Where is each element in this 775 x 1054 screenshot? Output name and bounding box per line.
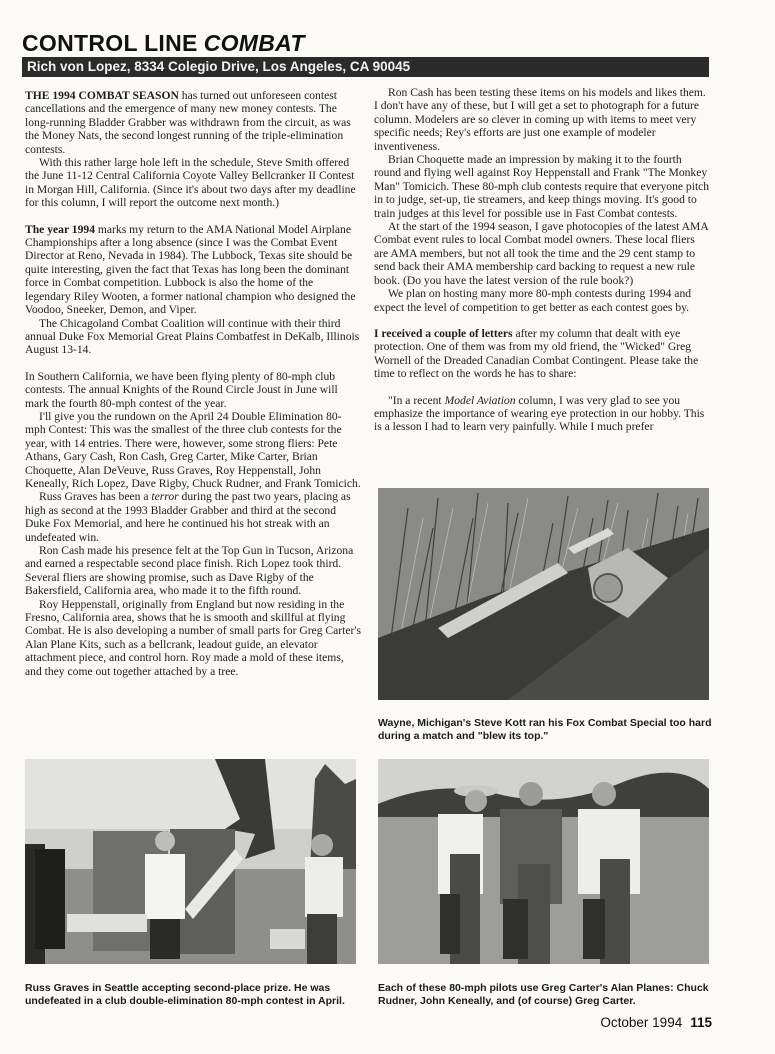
russ-graves-caption: Russ Graves in Seattle accepting second-place prize. He was undefeated in a club double-elimination 80-mph contest in April. — [25, 982, 345, 1007]
paragraph-text: during the past two years, placing as high as second at the 1993 Bladder Grabber and third at the second Duke Fox Memorial, and here he continued his hot streak with an undefeated win. — [25, 490, 351, 544]
paragraph: We plan on hosting many more 80-mph contests during 1994 and expect the level of competition to get better as each contest goes by. — [374, 287, 692, 314]
author-bar: Rich von Lopez, 8334 Colegio Drive, Los Angeles, CA 90045 — [22, 57, 709, 77]
paragraph: The Chicagoland Combat Coalition will continue with their third annual Duke Fox Memorial Great Plains Combatfest in DeKalb, Illinois August 13-14. — [25, 316, 360, 357]
engine-caption: Wayne, Michigan's Steve Kott ran his Fox Combat Special too hard during a match and "blew its top." — [378, 717, 712, 742]
paragraph-emphasis: Model Aviation — [444, 393, 516, 407]
page-footer — [600, 1015, 712, 1030]
paragraph — [25, 89, 361, 156]
page-number: 115 — [690, 1015, 712, 1030]
paragraph: Ron Cash has been testing these items on his models and likes them. I don't have any of these, but I will get a set to photograph for a future column. Modelers are so clever in coming up with items to meet very specific needs; Rey's efforts are just one example of modeler inventiveness. — [374, 86, 706, 153]
issue-date: October 1994 — [600, 1015, 683, 1030]
left-column — [25, 89, 361, 678]
paragraph: Ron Cash made his presence felt at the Top Gun in Tucson, Arizona and earned a respectable second place finish. Rich Lopez took third. Several fliers are showing promise, such as Dave Rigby of the Bakersfield, California area, who made it to the fifth round. — [25, 544, 354, 598]
engine-photo — [378, 488, 709, 700]
pilots-caption: Each of these 80-mph pilots use Greg Carter's Alan Planes: Chuck Rudner, John Keneally, and (of course) Greg Carter. — [378, 982, 709, 1007]
paragraph — [25, 490, 361, 544]
column-title-italic: COMBAT — [203, 30, 305, 56]
column-title-plain: CONTROL LINE — [22, 30, 198, 56]
paragraph: Roy Heppenstall, originally from England but now residing in the Fresno, California area, shows that he is smooth and skillful at flying Combat. He is also developing a number of small parts for Greg Carter's Alan Plane Kits, such as a bellcrank, leadout guide, an elevator attachment piece, and control horn. Roy made a mold of these items, and they come out together attached by a tree. — [25, 597, 361, 678]
paragraph-body: has turned out unforeseen contest cancellations and the emergence of many new money contests. The long-running Bladder Grabber was withdrawn from the circuit, as was the Money Nats, the second longest running of the triple-elimination contests. — [25, 89, 351, 156]
paragraph-text: Russ Graves has been a — [39, 490, 152, 504]
paragraph-lead: I received a couple of letters — [374, 326, 513, 340]
russ-graves-photo — [25, 759, 356, 964]
paragraph-body: after my column that dealt with eye protection. One of them was from my old friend, the "Wicked" Greg Wornell of the Dreaded Canadian Combat Contingent. Please take the time to reflect on the words he has to share: — [374, 326, 699, 381]
paragraph: At the start of the 1994 season, I gave photocopies of the latest AMA Combat event rules to local Combat model owners. These local fliers are AMA members, but not all took the time and the 29 cent stamp to send back their AMA membership card backing to request a new rule book. (Do you have the latest version of the rule book?) — [374, 220, 709, 287]
paragraph-lead: The year 1994 — [25, 222, 95, 236]
paragraph: In Southern California, we have been flying plenty of 80-mph club contests. The annual Knights of the Round Circle Joust in June will mark the fourth 80-mph contest of the year. — [25, 369, 338, 410]
paragraph: Brian Choquette made an impression by making it to the fourth round and flying well against Roy Heppenstall and Frank "The Monkey Man" Tomicich. These 80-mph club contests require that everyone pitch in to judge, set-up, tie streamers, and keep things moving. It's good to train judges at this level for possible use in Fast Combat contests. — [374, 153, 710, 220]
paragraph — [25, 223, 361, 317]
paragraph-emphasis: terror — [151, 490, 179, 504]
paragraph-body: marks my return to the AMA National Model Airplane Championships after a long absence (since I was the Combat Event Director at Reno, Nevada in 1984). The Lubbock, Texas site should be quite interesting, given the fact that Texas has long been the dominant force in Combat competition. Lubbock is also the home of the legendary Riley Wooten, a former national champion who designed the Voodoo, Sneeker, Demon, and Viper. — [25, 222, 356, 317]
paragraph-text: "In a recent — [388, 393, 445, 407]
column-title — [22, 30, 305, 57]
right-column — [374, 86, 710, 434]
paragraph-lead: THE 1994 COMBAT SEASON — [25, 89, 179, 102]
paragraph — [374, 327, 710, 381]
paragraph — [374, 394, 710, 434]
pilots-photo — [378, 759, 709, 964]
paragraph: I'll give you the rundown on the April 24 Double Elimination 80-mph Contest: This was the smallest of the three club contests for the year, with 14 entries. There were, however, some strong fliers: Pete Athans, Gary Cash, Ron Cash, Greg Carter, Mike Carter, Brian Choquette, Alan DeVeuve, Russ Graves, Roy Heppenstall, John Keneally, Rich Lopez, Dave Rigby, Chuck Rudner, and Frank Tomicich. — [25, 409, 361, 490]
paragraph-text: column, I was very glad to see you emphasize the importance of wearing eye protection in our hobby. This is a lesson I had to learn very painfully. While I much prefer — [374, 393, 705, 434]
paragraph: With this rather large hole left in the schedule, Steve Smith offered the June 11-12 Central California Coyote Valley Bellcranker II Contest in Morgan Hill, California. (Since it's about two days after my deadline for this column, I will report the outcome next month.) — [25, 156, 356, 210]
